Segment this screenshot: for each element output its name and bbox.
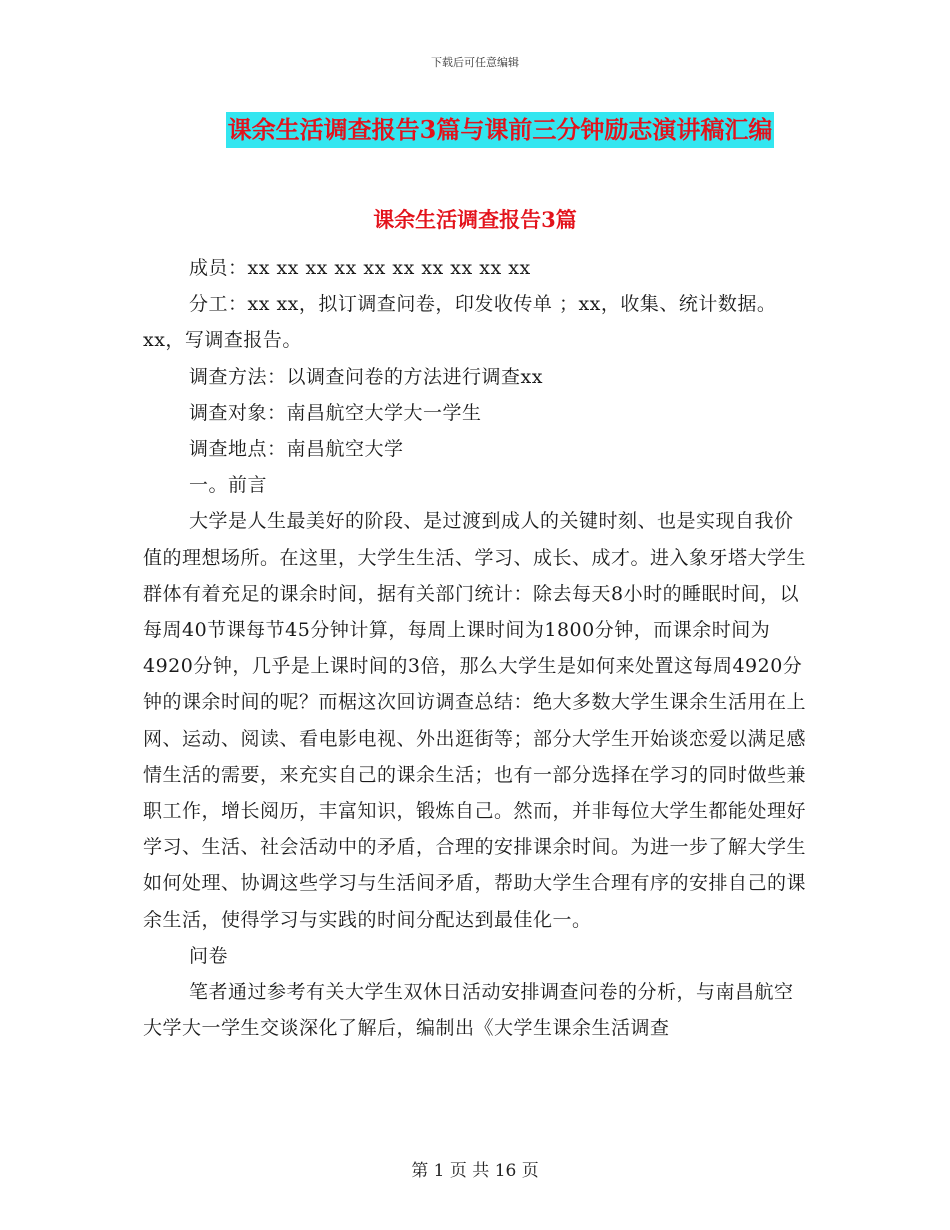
main-title-wrap xyxy=(0,112,950,148)
division-of-work: 分工：xx xx，拟订调查问卷，印发收传单 ；xx，收集、统计数据。xx，写调查报告。 xyxy=(143,293,777,352)
section-title: 课余生活调查报告3篇 xyxy=(373,207,577,232)
survey-subject: 调查对象：南昌航空大学大一学生 xyxy=(189,401,482,424)
survey-location: 调查地点：南昌航空大学 xyxy=(189,438,404,461)
main-title: 课余生活调查报告3篇与课前三分钟励志演讲稿汇编 xyxy=(226,112,775,148)
questionnaire-paragraph: 笔者通过参考有关大学生双休日活动安排调查问卷的分析，与南昌航空大学大一学生交谈深化了解后，编制出《大学生课余生活调查 xyxy=(143,981,794,1040)
document-body xyxy=(143,250,807,1046)
page-footer: 第 1 页 共 16 页 xyxy=(411,1161,539,1181)
header-note: 下载后可任意编辑 xyxy=(431,56,519,69)
members-line: 成员：xx xx xx xx xx xx xx xx xx xx xyxy=(189,257,531,279)
questionnaire-heading: 问卷 xyxy=(189,944,229,967)
survey-method: 调查方法：以调查问卷的方法进行调查xx xyxy=(189,365,543,388)
preface-heading: 一。前言 xyxy=(189,474,268,497)
preface-paragraph: 大学是人生最美好的阶段、是过渡到成人的关键时刻、也是实现自我价值的理想场所。在这里，大学生生活、学习、成长、成才。进入象牙塔大学生群体有着充足的课余时间，据有关部门统计：除去每天8小时的睡眠时间，以每周40节课每节45分钟计算，每周上课时间为1800分钟，而课余时间为4920分钟，几乎是上课时间的3倍，那么大学生是如何来处置这每周4920分钟的课余时间的呢？而椐这次回访调查总结：绝大多数大学生课余生活用在上网、运动、阅读、看电影电视、外出逛街等；部分大学生开始谈恋爱以满足感情生活的需要，来充实自己的课余生活；也有一部分选择在学习的同时做些兼职工作，增长阅历，丰富知识，锻炼自己。然而，并非每位大学生都能处理好学习、生活、社会活动中的矛盾，合理的安排课余时间。为进一步了解大学生如何处理、协调这些学习与生活间矛盾，帮助大学生合理有序的安排自己的课余生活，使得学习与实践的时间分配达到最佳化一。 xyxy=(143,510,807,931)
